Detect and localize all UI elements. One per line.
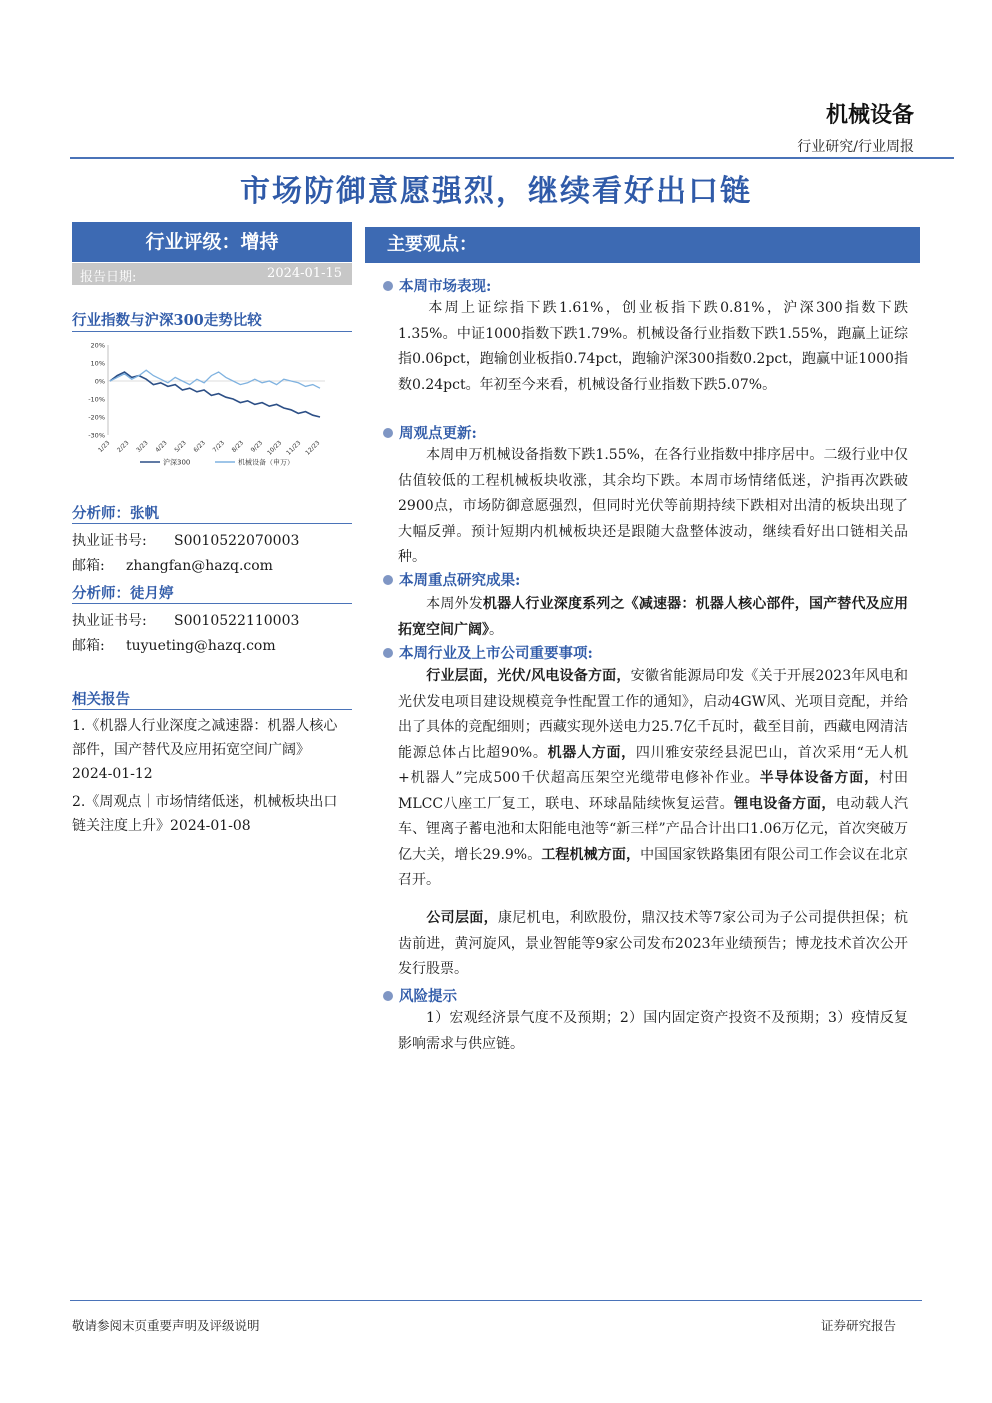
x-tick-label: 6/23: [192, 439, 207, 454]
bullet-dot-icon: [383, 575, 393, 585]
y-tick-label: 0%: [94, 377, 105, 386]
related-report-item[interactable]: 1.《机器人行业深度之减速器：机器人核心部件，国产替代及应用拓宽空间广阔》2024-01-12: [72, 718, 338, 782]
related-reports-divider: [72, 709, 352, 710]
legend-label: 沪深300: [163, 458, 191, 467]
x-tick-label: 4/23: [154, 439, 169, 454]
bullet-dot-icon: [383, 991, 393, 1001]
email-label: 邮箱:: [72, 638, 105, 654]
x-tick-label: 12/23: [304, 439, 322, 457]
footer-divider: [70, 1300, 922, 1301]
x-tick-label: 10/23: [266, 439, 284, 457]
x-tick-label: 9/23: [249, 439, 265, 454]
cert-number: S0010522110003: [174, 613, 300, 629]
industry-rating: 行业评级：增持: [72, 222, 352, 262]
market-performance-text: 本周上证综指下跌1.61%，创业板指下跌0.81%，沪深300指数下跌1.35%。中证1000指数下跌1.79%。机械设备行业指数下跌1.55%，跑赢上证综指0.06pct，跑输创业板指0.74pct，跑输沪深300指数0.2pct，跑赢中证1000指数0.24pct。年初至今来看，机械设备行业指数下跌5.07%。: [398, 300, 908, 393]
analyst-1-cert: [72, 530, 362, 550]
main-points-header: 主要观点：: [365, 227, 920, 263]
chart-title: 行业指数与沪深300走势比较: [72, 312, 262, 329]
analyst-1-divider: [72, 523, 352, 524]
y-tick-label: -10%: [88, 395, 105, 404]
weekly-view-text: 本周申万机械设备指数下跌1.55%，在各行业指数中排序居中。二级行业中仅估值较低的工程机械板块收涨，其余均下跌。本周市场情绪低迷，沪指再次跌破2900点，市场防御意愿强烈，但同时光伏等前期持续下跌相对出清的板块出现了大幅反弹。预计短期内机械板块还是跟随大盘整体波动，继续看好出口链相关品种。: [398, 447, 908, 565]
analyst-2-divider: [72, 603, 352, 604]
footer-disclaimer: 敬请参阅末页重要声明及评级说明: [72, 1318, 260, 1333]
report-date-bar: [72, 263, 352, 285]
analyst-2-cert: [72, 610, 362, 630]
y-tick-label: 20%: [90, 341, 105, 350]
bullet-key-research: 本周重点研究成果:: [383, 569, 520, 590]
bullet-dot-icon: [383, 428, 393, 438]
header-divider: [70, 157, 954, 159]
related-reports-list: [72, 714, 344, 838]
bullet-weekly-view: 周观点更新:: [383, 422, 477, 443]
x-tick-label: 11/23: [285, 439, 303, 457]
email-label: 邮箱:: [72, 558, 105, 574]
analyst-2-email: [72, 635, 362, 655]
bullet-industry-events: 本周行业及上市公司重要事项:: [383, 642, 593, 663]
report-title: 市场防御意愿强烈，继续看好出口链: [240, 174, 752, 209]
related-reports-title: 相关报告: [72, 691, 130, 708]
risk-warning-text: 1）宏观经济景气度不及预期；2）国内固定资产投资不及预期；3）疫情反复影响需求与供应链。: [398, 1010, 908, 1052]
legend-label: 机械设备（申万）: [238, 458, 294, 467]
report-type: 行业研究/行业周报: [797, 139, 914, 155]
x-tick-label: 1/23: [96, 439, 112, 454]
y-tick-label: -30%: [88, 431, 105, 440]
related-report-item[interactable]: 2.《周观点｜市场情绪低迷，机械板块出口链关注度上升》2024-01-08: [72, 794, 338, 834]
series-line-1: [110, 372, 320, 417]
email-address[interactable]: tuyueting@hazq.com: [126, 638, 276, 654]
y-tick-label: -20%: [88, 413, 105, 422]
cert-number: S0010522070003: [174, 533, 300, 549]
cert-label: 执业证书号:: [72, 533, 147, 549]
y-tick-label: 10%: [90, 359, 105, 368]
email-address[interactable]: zhangfan@hazq.com: [126, 558, 273, 574]
report-date-value: 2024-01-15: [267, 266, 342, 281]
analyst-1-title: 分析师：张帆: [72, 505, 159, 522]
x-tick-label: 5/23: [173, 439, 188, 454]
analyst-2-title: 分析师：徒月婷: [72, 585, 174, 602]
bullet-dot-icon: [383, 648, 393, 658]
company-events-text: 公司层面，康尼机电，利欧股份，鼎汉技术等7家公司为子公司提供担保；杭齿前进，黄河旋风，景业智能等9家公司发布2023年业绩预告；博龙技术首次公开发行股票。: [398, 910, 909, 977]
bullet-risk-warning: 风险提示: [383, 985, 457, 1006]
x-tick-label: 8/23: [230, 439, 246, 454]
bullet-dot-icon: [383, 281, 393, 291]
industry-name: 机械设备: [825, 102, 914, 128]
series-line-2: [110, 370, 320, 388]
index-comparison-chart: [80, 335, 330, 470]
analyst-1-email: [72, 555, 362, 575]
report-date-label: 报告日期:: [80, 270, 137, 285]
chart-title-divider: [72, 331, 352, 332]
x-tick-label: 2/23: [116, 439, 131, 454]
x-tick-label: 7/23: [211, 439, 226, 454]
industry-events-text: 行业层面，光伏/风电设备方面，安徽省能源局印发《关于开展2023年风电和光伏发电项目建设规模竞争性配置工作的通知》，启动4GW风、光项目竞配，并给出了具体的竞配细则；西藏实现外送电力25.7亿千瓦时，截至目前，西藏电网清洁能源总体占比超90%。机器人方面，四川雅安荥经县泥巴山，首次采用“无人机+机器人”完成500千伏超高压架空光缆带电修补作业。半导体设备方面，村田MLCC八座工厂复工，联电、环球晶陆续恢复运营。锂电设备方面，电动载人汽车、锂离子蓄电池和太阳能电池等“新三样”产品合计出口1.06万亿元，首次突破万亿大关，增长29.9%。工程机械方面，中国国家铁路集团有限公司工作会议在北京召开。: [398, 668, 909, 888]
key-research-text: 本周外发机器人行业深度系列之《减速器：机器人核心部件，国产替代及应用拓宽空间广阔》。: [398, 596, 909, 638]
x-tick-label: 3/23: [135, 439, 150, 454]
cert-label: 执业证书号:: [72, 613, 147, 629]
footer-report-type: 证券研究报告: [820, 1318, 896, 1333]
bullet-market-performance: 本周市场表现:: [383, 275, 491, 296]
